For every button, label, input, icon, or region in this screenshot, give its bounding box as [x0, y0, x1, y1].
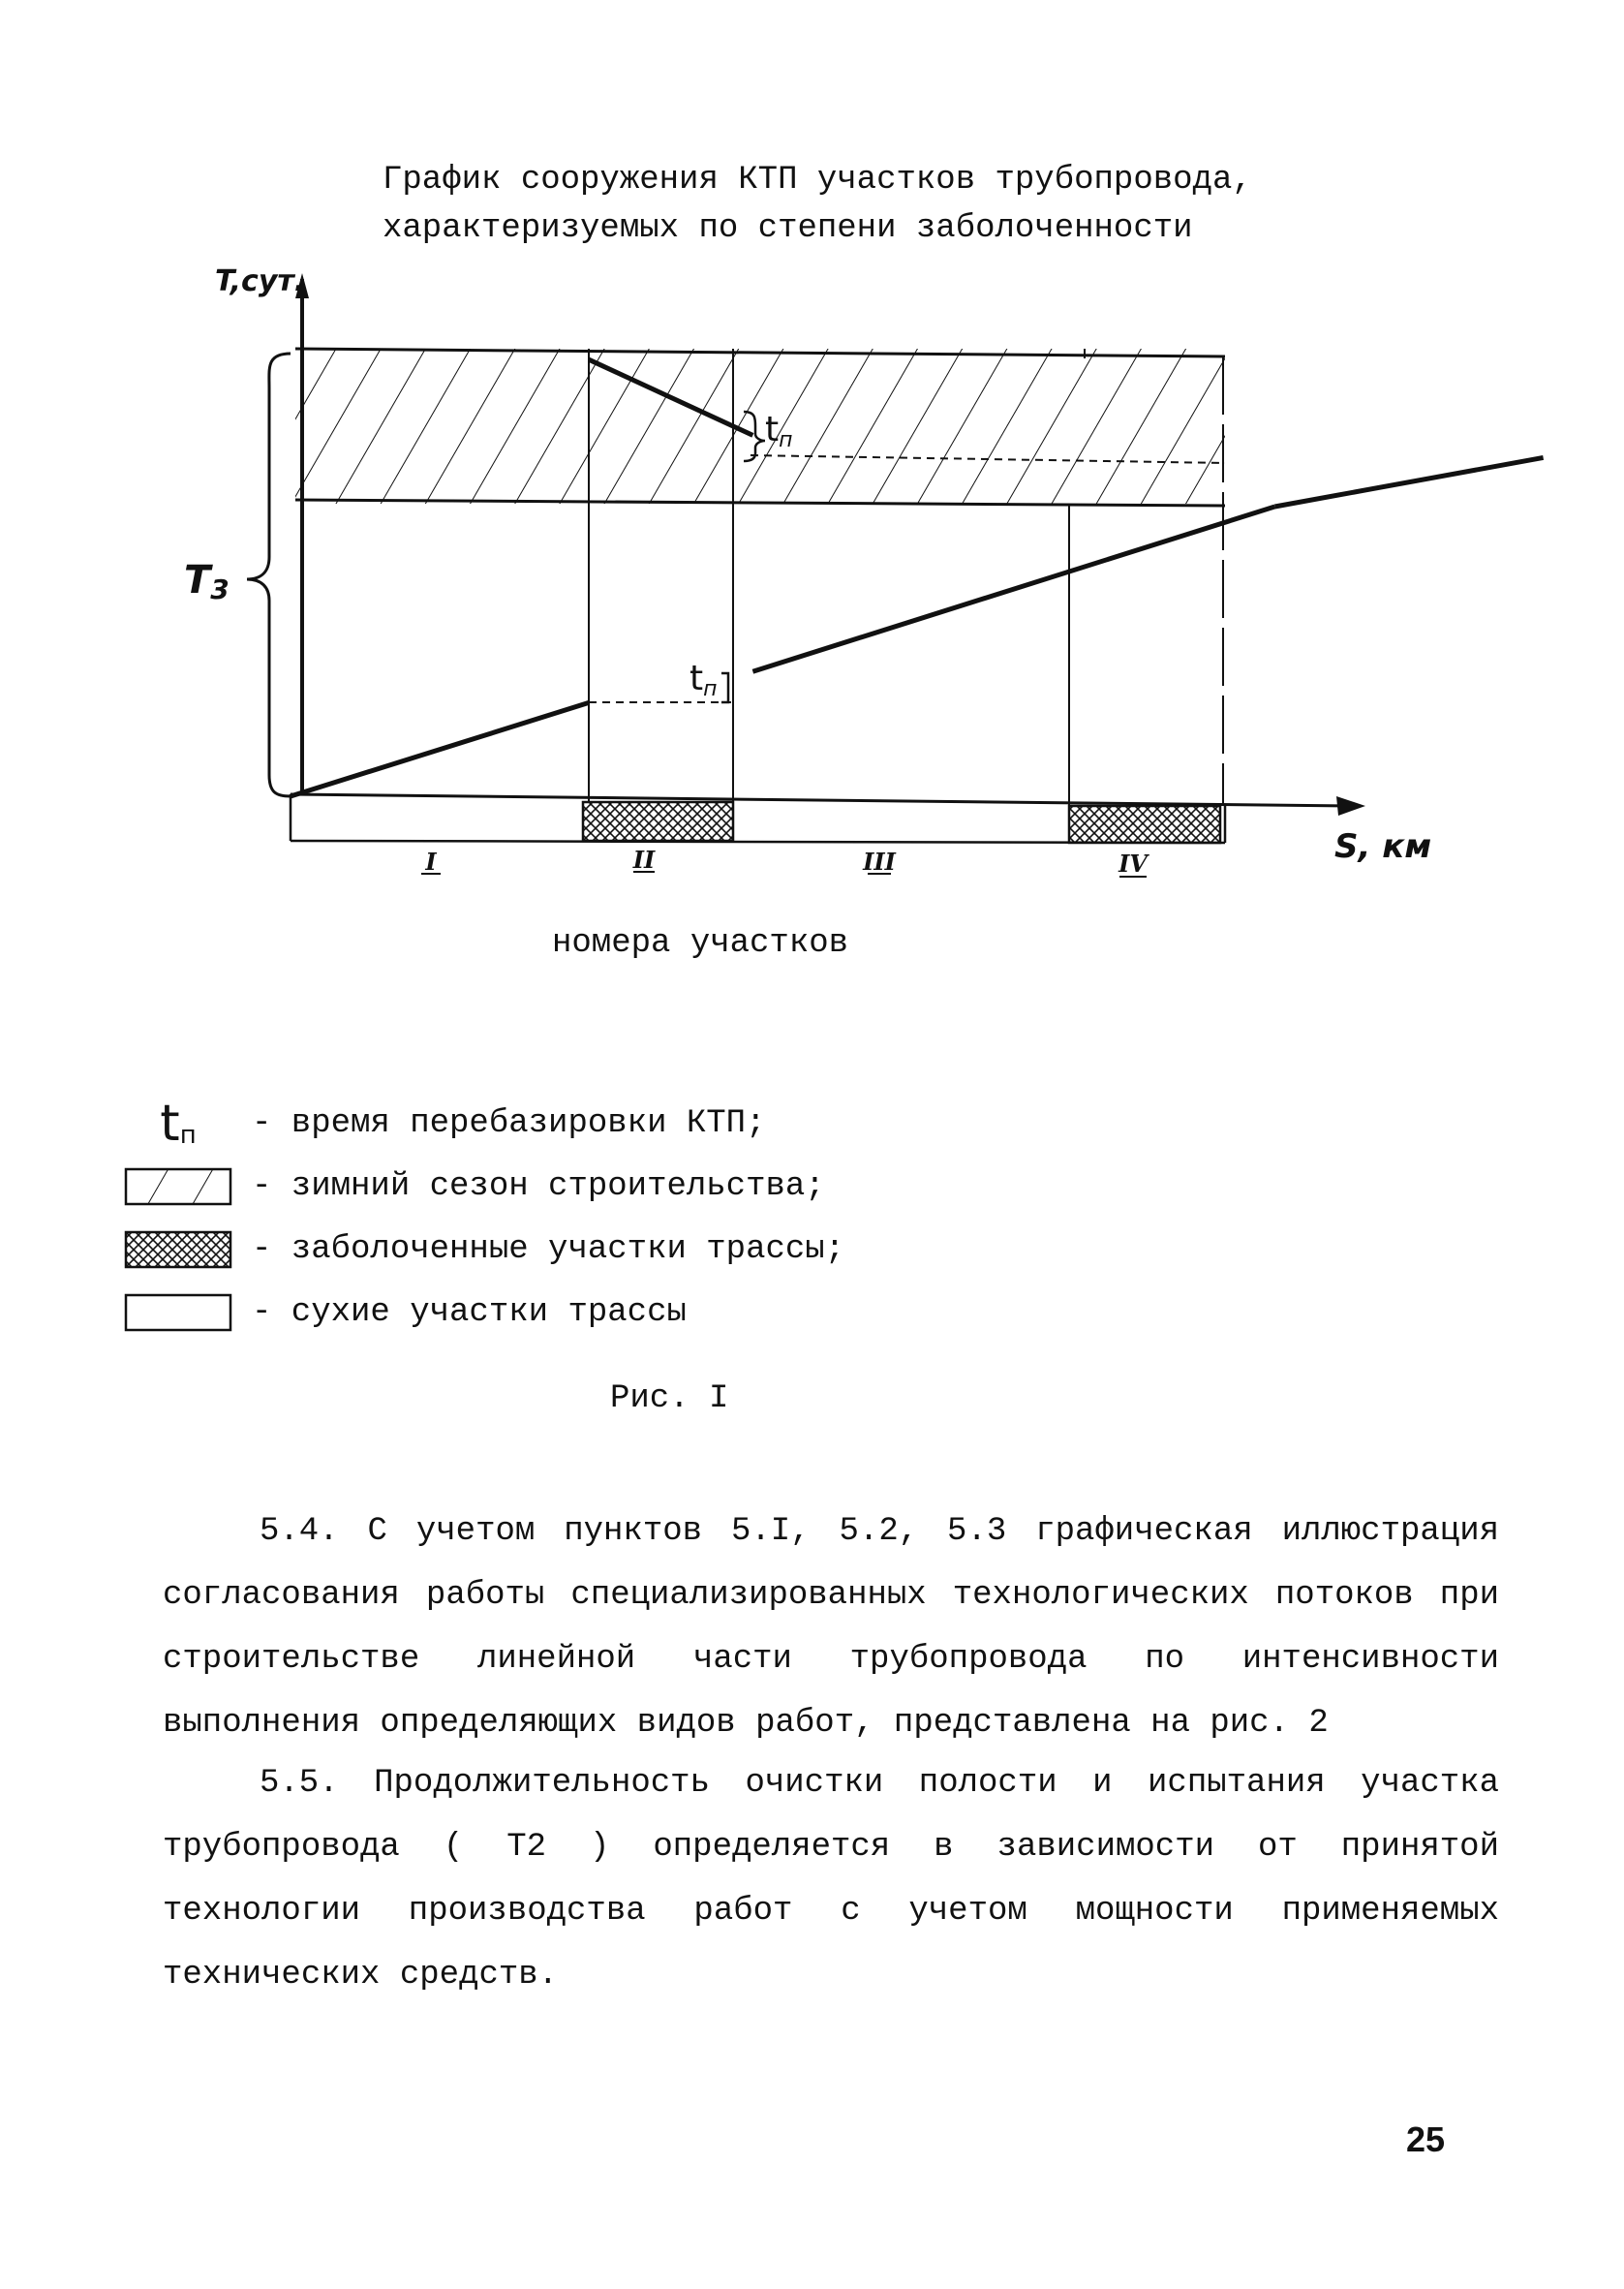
legend-text-winter: - зимний сезон строительства; — [252, 1168, 825, 1205]
empty-swatch — [124, 1291, 232, 1334]
paragraph-5-4 — [163, 1500, 1499, 1755]
crosshatch-swatch — [124, 1228, 232, 1271]
x-axis-label: S, км — [1334, 827, 1432, 866]
t3-label: T3 — [184, 558, 230, 605]
y-axis-label: T,сут. — [215, 264, 306, 298]
tn-symbol: t п — [160, 1095, 197, 1153]
schedule-line-section-iv — [1274, 457, 1543, 507]
legend-text-tn: - время перебазировки КТП; — [252, 1105, 766, 1142]
tn-brace-lower — [721, 673, 728, 702]
legend-text-swampy: - заболоченные участки трассы; — [252, 1231, 845, 1268]
hatch-swatch — [124, 1165, 232, 1208]
x-axis — [291, 794, 1351, 806]
paragraph-5-5 — [163, 1751, 1499, 2007]
chart-title-line1: График сооружения КТП участков трубопровода, — [383, 162, 1252, 199]
swampy-section-ii — [583, 802, 733, 841]
legend-row-tn — [124, 1095, 766, 1153]
legend-row-winter — [124, 1162, 825, 1211]
section-label-ii: II — [632, 846, 656, 874]
schedule-line-section-i — [291, 702, 589, 796]
t3-brace — [247, 354, 291, 796]
figure-caption: Рис. I — [610, 1380, 729, 1417]
tn-label-upper: tп — [765, 410, 793, 452]
legend-row-swampy — [124, 1225, 844, 1274]
x-caption: номера участков — [552, 925, 849, 962]
legend-row-dry — [124, 1288, 687, 1337]
page-number: 25 — [1405, 2119, 1445, 2159]
chart-title-line2: характеризуемых по степени заболоченности — [383, 210, 1193, 247]
paragraph-text: 5.5. Продолжительность очистки полости и испытания участка трубопровода ( T2 ) определяется в зависимости от принятой технологии производства работ с учетом мощности применяемых технических средств. — [163, 1765, 1499, 1994]
schedule-line-section-iii — [752, 507, 1274, 671]
winter-season-band — [295, 349, 1225, 506]
swampy-section-iv — [1069, 806, 1220, 843]
section-label-i: I — [425, 848, 437, 876]
section-label-iv: IV — [1118, 850, 1148, 878]
paragraph-text: 5.4. С учетом пунктов 5.I, 5.2, 5.3 графическая иллюстрация согласования работы специализированных технологических потоков при строительстве линейной части трубопровода по интенсивности выполнения определяющих видов работ, представлена на рис. 2 — [163, 1513, 1499, 1742]
legend-text-dry: - сухие участки трассы — [252, 1294, 687, 1331]
section-labels — [421, 846, 1149, 878]
x-axis-arrow — [1336, 796, 1365, 816]
section-label-iii: III — [863, 848, 896, 876]
tn-label-lower: tп — [689, 659, 718, 701]
schedule-diagram — [0, 0, 1624, 1066]
